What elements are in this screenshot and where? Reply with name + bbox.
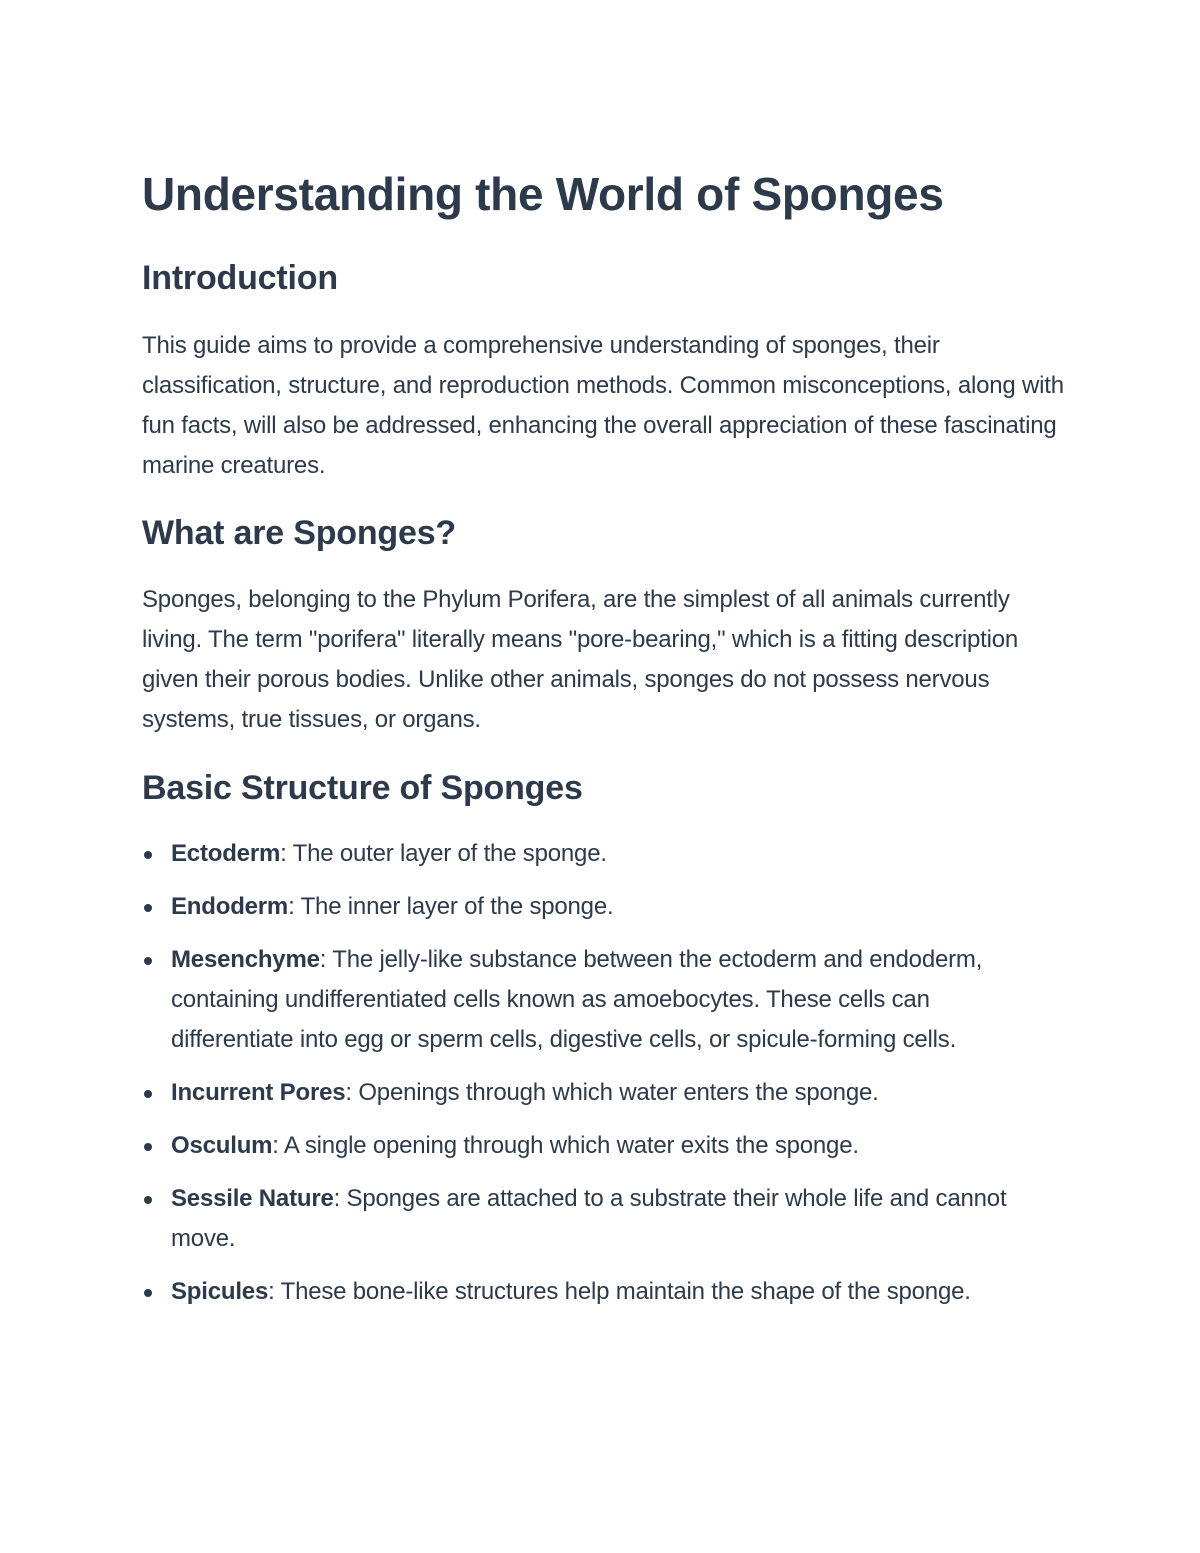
bullet-icon [144,1196,152,1204]
section-heading-basic-structure: Basic Structure of Sponges [142,769,583,807]
document-title: Understanding the World of Sponges [142,168,944,220]
list-item-text: : The outer layer of the sponge. [280,840,607,867]
bullet-icon [144,904,152,912]
list-item-term: Incurrent Pores [171,1079,346,1106]
bullet-icon [144,957,152,965]
list-item [142,1272,1072,1312]
list-item [142,940,1072,1060]
list-item-text: : A single opening through which water exits the sponge. [272,1132,859,1159]
list-item-term: Endoderm [171,893,289,920]
bullet-icon [144,1289,152,1297]
section-heading-introduction: Introduction [142,259,338,297]
list-item-text: : These bone-like structures help maintain the shape of the sponge. [268,1278,971,1305]
list-item-term: Ectoderm [171,840,281,867]
section-heading-what-are-sponges: What are Sponges? [142,514,456,552]
list-item-term: Osculum [171,1132,273,1159]
list-item-text: : The inner layer of the sponge. [288,893,614,920]
list-item [142,1126,1072,1166]
bullet-icon [144,851,152,859]
list-item [142,887,1072,927]
list-item [142,1179,1072,1259]
list-item-text: : Openings through which water enters the sponge. [345,1079,879,1106]
list-item-term: Sessile Nature [171,1185,334,1212]
bullet-icon [144,1090,152,1098]
introduction-paragraph: This guide aims to provide a comprehensive understanding of sponges, their classification, structure, and reproduction methods. Common misconceptions, along with fun facts, will also be addressed, enhancing the overall appreciation of these fascinating marine creatures. [142,332,1064,479]
list-item [142,834,1072,874]
list-item-term: Mesenchyme [171,946,320,973]
list-item-text: : Sponges are attached to a substrate their whole life and cannot move. [171,1185,1007,1252]
list-item [142,1073,1072,1113]
what-are-sponges-paragraph: Sponges, belonging to the Phylum Porifera, are the simplest of all animals currently living. The term "porifera" literally means "pore-bearing," which is a fitting description given their porous bodies. Unlike other animals, sponges do not possess nervous systems, true tissues, or organs. [142,586,1019,733]
list-item-term: Spicules [171,1278,269,1305]
bullet-icon [144,1143,152,1151]
structure-list [142,834,1072,1325]
list-item-text: : The jelly-like substance between the ectoderm and endoderm, containing undifferentiated cells known as amoebocytes. These cells can differentiate into egg or sperm cells, digestive cells, or spicule-forming cells. [171,946,983,1053]
